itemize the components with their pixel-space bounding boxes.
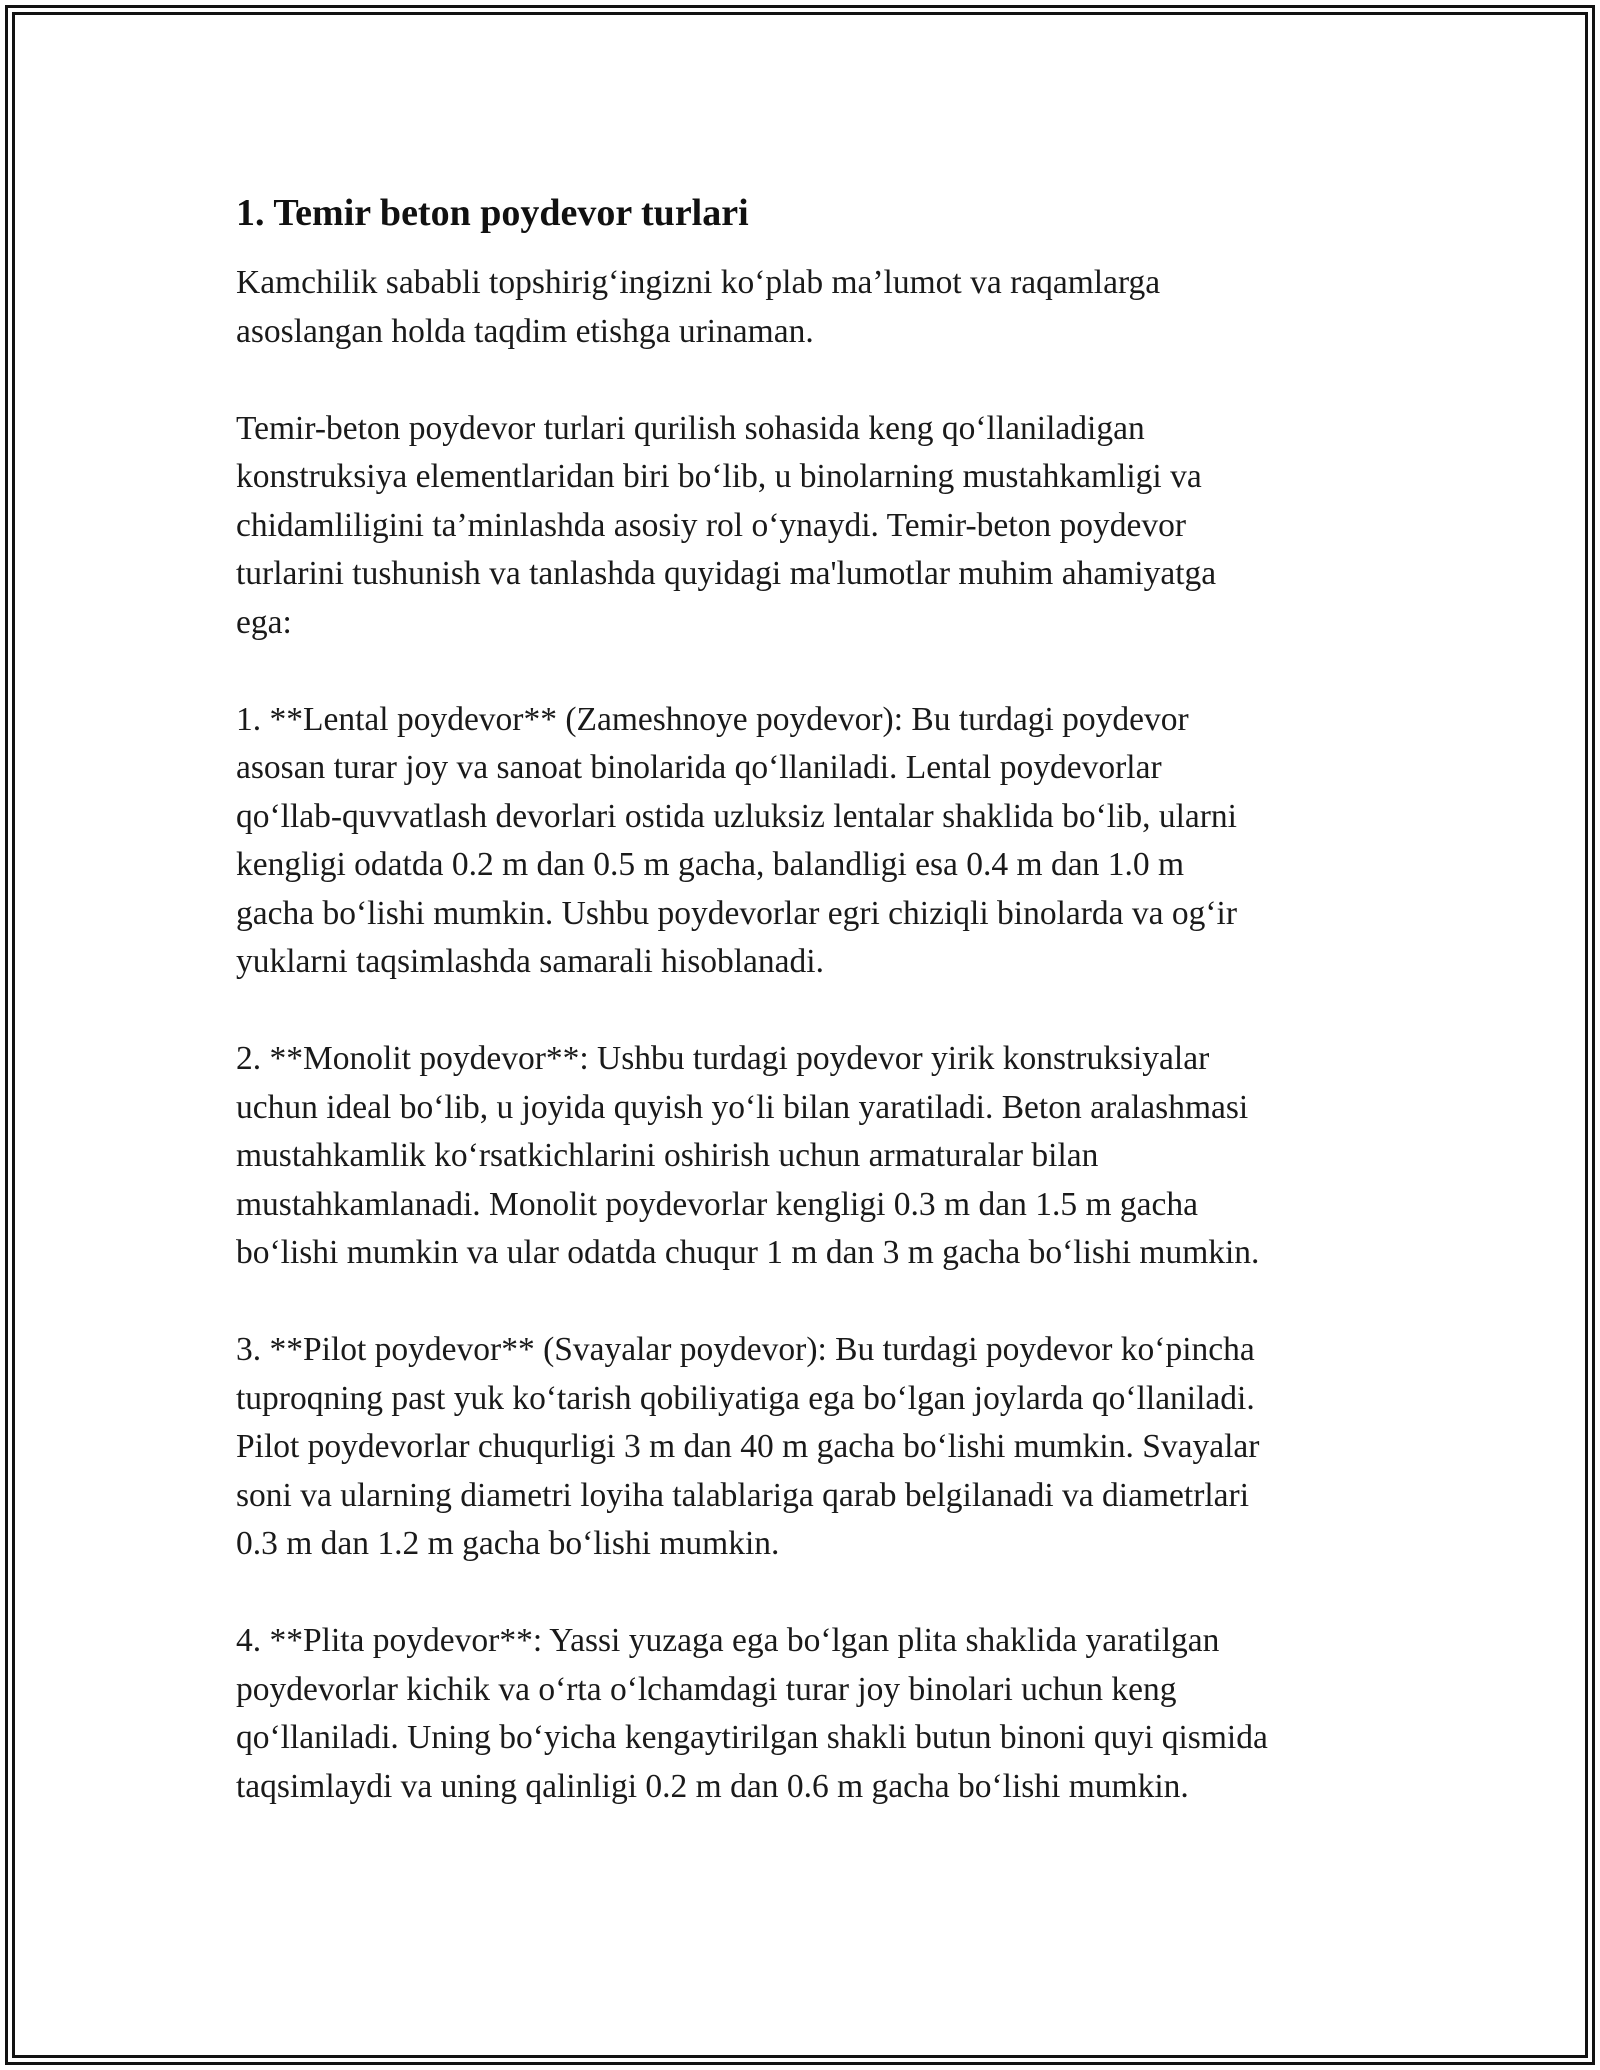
document-title: 1. Temir beton poydevor turlari xyxy=(236,192,749,234)
paragraph-intro: Kamchilik sababli topshirig‘ingizni ko‘plab ma’lumot va raqamlarga asoslangan holda taqdim etishga urinaman. xyxy=(236,264,1161,350)
document-body xyxy=(236,185,1396,1860)
paragraph-lental: 1. **Lental poydevor** (Zameshnoye poydevor): Bu turdagi poydevor asosan turar joy va sanoat binolarida qo‘llaniladi. Lental poydevorlar qo‘llab-quvvatlash devorlari ostida uzluksiz lentalar shaklida bo‘lib, ularni kengligi odatda 0.2 m dan 0.5 m gacha, balandligi esa 0.4 m dan 1.0 m gacha bo‘lishi mumkin. Ushbu poydevorlar egri chiziqli binolarda va og‘ir yuklarni taqsimlashda samarali hisoblanadi. xyxy=(236,700,1238,980)
paragraph-pilot: 3. **Pilot poydevor** (Svayalar poydevor): Bu turdagi poydevor ko‘pincha tuproqning past yuk ko‘tarish qobiliyatiga ega bo‘lgan joylarda qo‘llaniladi. Pilot poydevorlar chuqurligi 3 m dan 40 m gacha bo‘lishi mumkin. Svayalar soni va ularning diametri loyiha talablariga qarab belgilanadi va diametrlari 0.3 m dan 1.2 m gacha bo‘lishi mumkin. xyxy=(236,1331,1260,1562)
paragraph-plita: 4. **Plita poydevor**: Yassi yuzaga ega bo‘lgan plita shaklida yaratilgan poydevorlar kichik va o‘rta o‘lchamdagi turar joy binolari uchun keng qo‘llaniladi. Uning bo‘yicha kengaytirilgan shakli butun binoni quyi qismida taqsimlaydi va uning qalinligi 0.2 m dan 0.6 m gacha bo‘lishi mumkin. xyxy=(236,1622,1268,1805)
paragraph-monolit: 2. **Monolit poydevor**: Ushbu turdagi poydevor yirik konstruksiyalar uchun ideal bo‘lib, u joyida quyish yo‘li bilan yaratiladi. Beton aralashmasi mustahkamlik ko‘rsatkichlarini oshirish uchun armaturalar bilan mustahkamlanadi. Monolit poydevorlar kengligi 0.3 m dan 1.5 m gacha bo‘lishi mumkin va ular odatda chuqur 1 m dan 3 m gacha bo‘lishi mumkin. xyxy=(236,1040,1260,1271)
paragraph-overview: Temir-beton poydevor turlari qurilish sohasida keng qo‘llaniladigan konstruksiya elementlaridan biri bo‘lib, u binolarning mustahkamligi va chidamliligini ta’minlashda asosiy rol o‘ynaydi. Temir-beton poydevor turlarini tushunish va tanlashda quyidagi ma'lumotlar muhim ahamiyatga ega: xyxy=(236,409,1217,641)
